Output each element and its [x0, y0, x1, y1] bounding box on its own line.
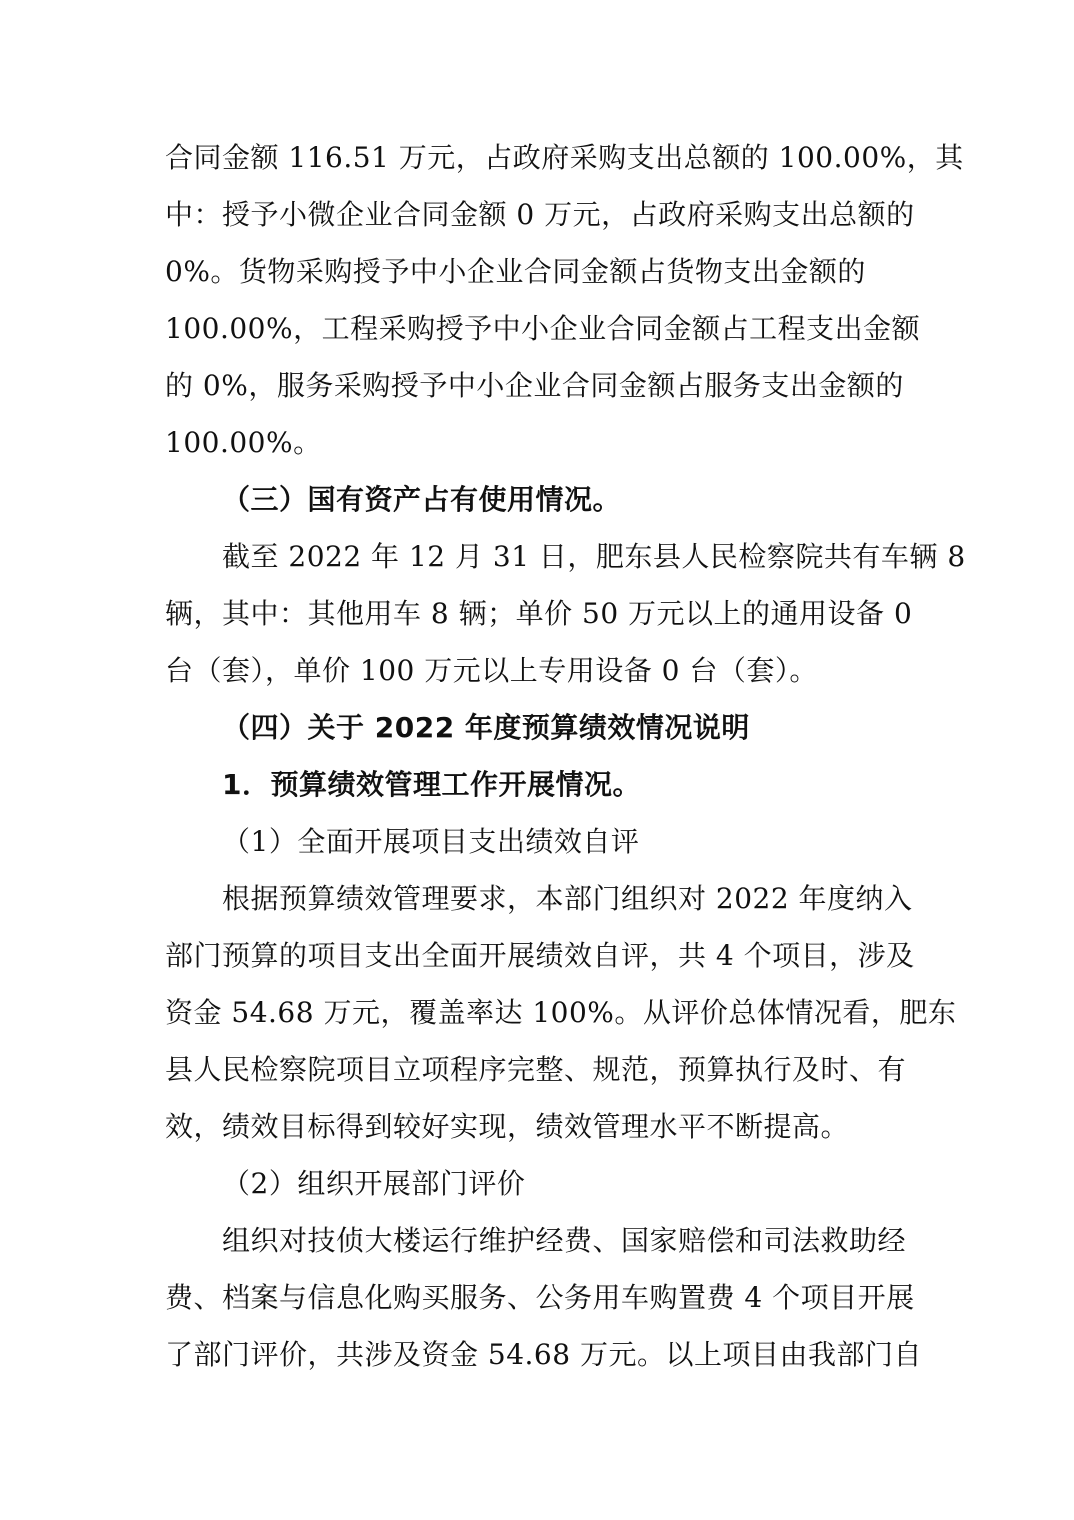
- paragraph-line-21: 费、档案与信息化购买服务、公务用车购置费 4 个项目开展: [165, 1281, 915, 1314]
- section-heading-performance: （四）关于 2022 年度预算绩效情况说明: [222, 711, 750, 744]
- paragraph-line-17: 县人民检察院项目立项程序完整、规范，预算执行及时、有: [165, 1053, 907, 1086]
- paragraph-line-6: 100.00%。: [165, 426, 322, 459]
- paragraph-line-3: 0%。货物采购授予中小企业合同金额占货物支出金额的: [165, 255, 866, 288]
- subheading-department-evaluation: （2）组织开展部门评价: [222, 1167, 526, 1200]
- paragraph-line-16: 资金 54.68 万元，覆盖率达 100%。从评价总体情况看，肥东: [165, 996, 957, 1029]
- section-heading-assets: （三）国有资产占有使用情况。: [222, 483, 622, 516]
- paragraph-line-22: 了部门评价，共涉及资金 54.68 万元。以上项目由我部门自: [165, 1338, 922, 1371]
- subheading-management: 1．预算绩效管理工作开展情况。: [222, 768, 641, 801]
- paragraph-line-2: 中：授予小微企业合同金额 0 万元，占政府采购支出总额的: [165, 198, 915, 231]
- paragraph-line-9: 辆，其中：其他用车 8 辆；单价 50 万元以上的通用设备 0: [165, 597, 913, 630]
- paragraph-line-18: 效，绩效目标得到较好实现，绩效管理水平不断提高。: [165, 1110, 850, 1143]
- paragraph-line-8: 截至 2022 年 12 月 31 日，肥东县人民检察院共有车辆 8: [222, 540, 966, 573]
- paragraph-line-20: 组织对技侦大楼运行维护经费、国家赔偿和司法救助经: [222, 1224, 907, 1257]
- paragraph-line-10: 台（套），单价 100 万元以上专用设备 0 台（套）。: [165, 654, 818, 687]
- paragraph-line-5: 的 0%，服务采购授予中小企业合同金额占服务支出金额的: [165, 369, 904, 402]
- paragraph-line-4: 100.00%，工程采购授予中小企业合同金额占工程支出金额: [165, 312, 921, 345]
- paragraph-line-1: 合同金额 116.51 万元，占政府采购支出总额的 100.00%，其: [165, 141, 964, 174]
- paragraph-line-14: 根据预算绩效管理要求，本部门组织对 2022 年度纳入: [222, 882, 913, 915]
- subheading-self-evaluation: （1）全面开展项目支出绩效自评: [222, 825, 640, 858]
- paragraph-line-15: 部门预算的项目支出全面开展绩效自评，共 4 个项目，涉及: [165, 939, 915, 972]
